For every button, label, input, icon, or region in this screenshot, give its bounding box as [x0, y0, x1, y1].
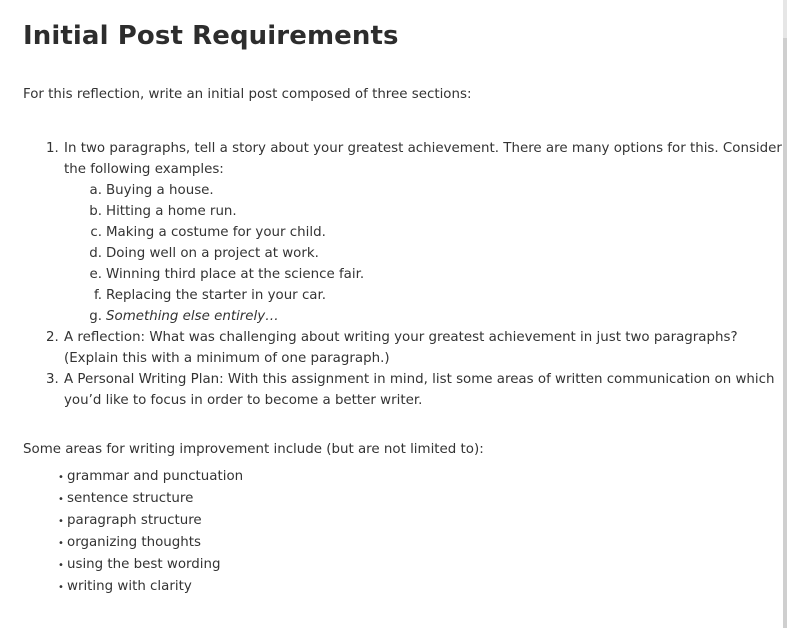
- requirement-item-3: [46, 369, 783, 411]
- example-text: Hitting a home run.: [106, 204, 237, 219]
- area-item: [58, 554, 243, 576]
- requirement-item-1: [46, 138, 783, 327]
- example-item: [89, 243, 783, 264]
- example-item: [89, 264, 783, 285]
- requirement-number: 3.: [46, 372, 59, 387]
- scrollbar-thumb[interactable]: [783, 38, 787, 628]
- area-text: using the best wording: [67, 557, 221, 572]
- area-item: [58, 510, 243, 532]
- requirement-text: A reflection: What was challenging about writing your greatest achievement in just two paragraphs? (Explain this with a minimum of one paragraph.): [64, 330, 738, 366]
- requirements-list: [46, 138, 783, 411]
- requirement-text: A Personal Writing Plan: With this assignment in mind, list some areas of written communication on which you’d like to focus in order to become a better writer.: [64, 372, 775, 408]
- area-item: [58, 466, 243, 488]
- areas-intro-text: Some areas for writing improvement include (but are not limited to):: [23, 442, 484, 457]
- example-text: Buying a house.: [106, 183, 214, 198]
- example-text: Something else entirely…: [106, 309, 279, 324]
- example-text: Doing well on a project at work.: [106, 246, 319, 261]
- area-text: sentence structure: [67, 491, 194, 506]
- example-letter: e.: [89, 267, 102, 282]
- example-letter: a.: [89, 183, 102, 198]
- area-item: [58, 488, 243, 510]
- area-item: [58, 576, 243, 598]
- area-text: organizing thoughts: [67, 535, 201, 550]
- example-letter: b.: [89, 204, 102, 219]
- page-title: Initial Post Requirements: [23, 21, 399, 51]
- vertical-scrollbar[interactable]: [783, 0, 787, 628]
- example-letter: c.: [90, 225, 102, 240]
- requirement-item-2: [46, 327, 783, 369]
- bullet-icon: •: [58, 538, 64, 549]
- example-letter: g.: [89, 309, 102, 324]
- example-item: [90, 222, 783, 243]
- example-text: Winning third place at the science fair.: [106, 267, 365, 282]
- example-item: [89, 201, 783, 222]
- bullet-icon: •: [58, 472, 64, 483]
- bullet-icon: •: [58, 560, 64, 571]
- example-item: [94, 285, 783, 306]
- area-text: writing with clarity: [67, 579, 192, 594]
- example-text: Making a costume for your child.: [106, 225, 326, 240]
- example-item: [89, 306, 783, 327]
- requirement-number: 1.: [46, 141, 59, 156]
- examples-list: [64, 180, 783, 327]
- example-item: [89, 180, 783, 201]
- area-text: paragraph structure: [67, 513, 202, 528]
- bullet-icon: •: [58, 516, 64, 527]
- area-item: [58, 532, 243, 554]
- bullet-icon: •: [58, 582, 64, 593]
- example-letter: f.: [94, 288, 102, 303]
- improvement-areas-list: [58, 466, 243, 598]
- example-letter: d.: [89, 246, 102, 261]
- intro-text: For this reflection, write an initial post composed of three sections:: [23, 87, 472, 102]
- area-text: grammar and punctuation: [67, 469, 244, 484]
- requirement-number: 2.: [46, 330, 59, 345]
- example-text: Replacing the starter in your car.: [106, 288, 327, 303]
- requirement-text: In two paragraphs, tell a story about your greatest achievement. There are many options for this. Consider the following examples:: [64, 141, 782, 177]
- bullet-icon: •: [58, 494, 64, 505]
